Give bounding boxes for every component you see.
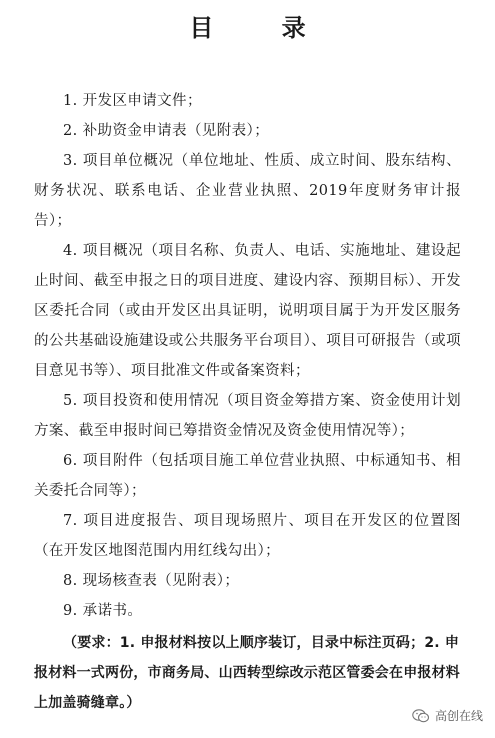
wechat-icon — [412, 709, 430, 723]
contents-item-3: 3. 项目单位概况（单位地址、性质、成立时间、股东结构、财务状况、联系电话、企业营业执照、2019年度财务审计报告）； — [34, 153, 461, 229]
page-title: 目 录 — [189, 13, 336, 42]
contents-item-7: 7. 项目进度报告、项目现场照片、项目在开发区的位置图（在开发区地图范围内用红线勾出）； — [34, 513, 461, 559]
contents-item-6: 6. 项目附件（包括项目施工单位营业执照、中标通知书、相关委托合同等）； — [34, 453, 461, 499]
contents-item-2: 2. 补助资金申请表（见附表）； — [63, 123, 270, 139]
contents-item-5: 5. 项目投资和使用情况（项目资金筹措方案、资金使用计划方案、截至申报时间已筹措资金情况及资金使用情况等）； — [34, 393, 461, 439]
contents-item-9: 9. 承诺书。 — [63, 603, 143, 619]
watermark-text: 高创在线 — [434, 709, 483, 723]
watermark — [412, 707, 483, 724]
requirement-note: （要求：1. 申报材料按以上顺序装订，目录中标注页码；2. 申报材料一式两份，市商务局、山西转型综改示范区管委会在申报材料上加盖骑缝章。） — [34, 635, 460, 711]
contents-item-8: 8. 现场核查表（见附表）； — [63, 573, 240, 589]
contents-list — [34, 86, 461, 626]
contents-item-1: 1. 开发区申请文件； — [63, 93, 202, 109]
contents-item-4: 4. 项目概况（项目名称、负责人、电话、实施地址、建设起止时间、截至申报之日的项目进度、建设内容、预期目标）、开发区委托合同（或由开发区出具证明，说明项目属于为开发区服务的公共基础设施建设或公共服务平台项目）、项目可研报告（或项目意见书等）、项目批准文件或备案资料； — [34, 243, 461, 379]
